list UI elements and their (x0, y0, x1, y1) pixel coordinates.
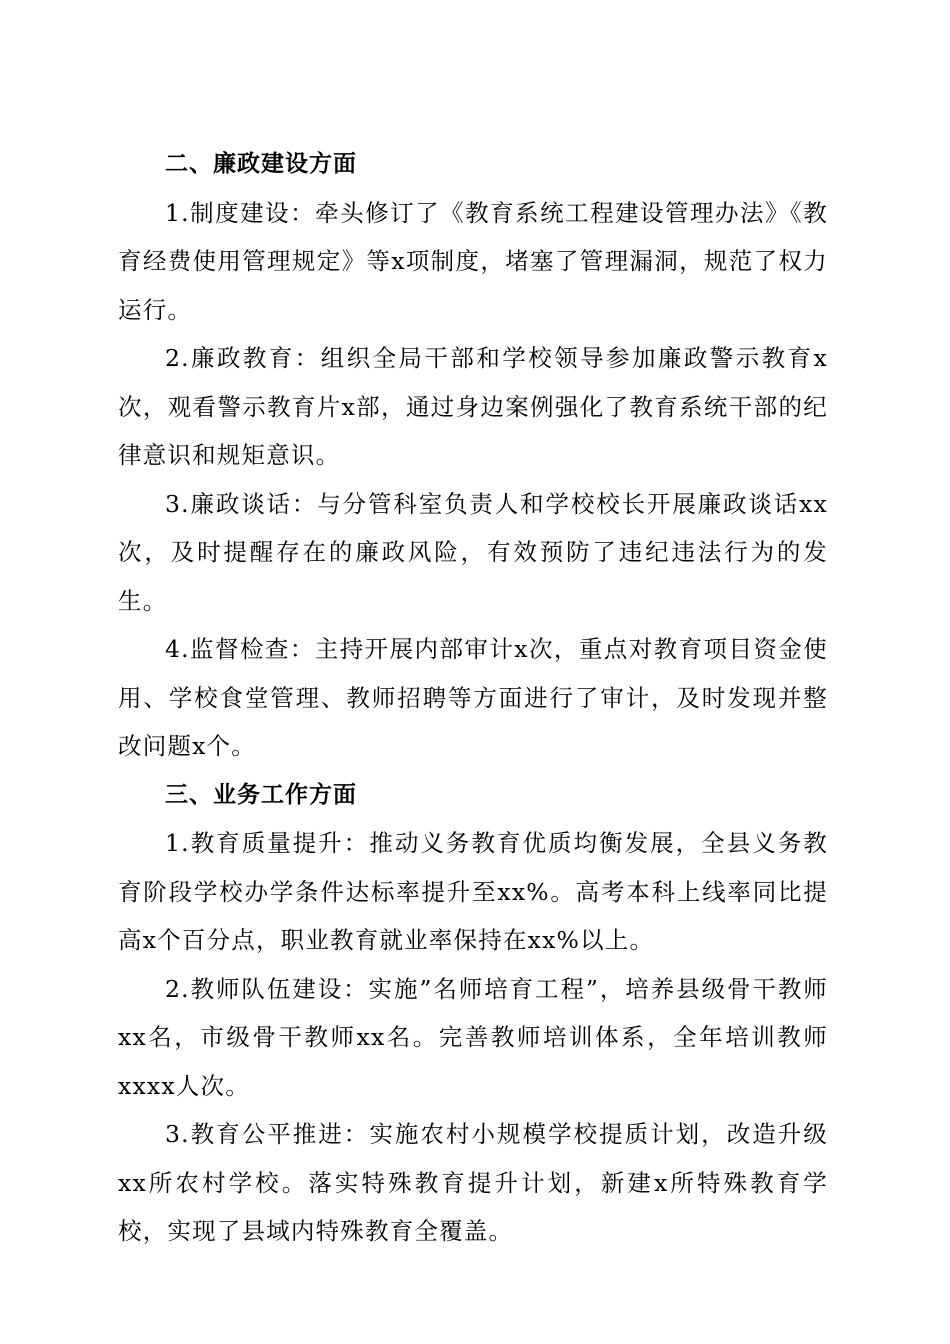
paragraph: 2.教师队伍建设：实施”名师培育工程”，培养县级骨干教师xx名，市级骨干教师xx名。完善教师培训体系，全年培训教师xxxx人次。 (118, 974, 828, 1100)
paragraph: 4.监督检查：主持开展内部审计x次，重点对教育项目资金使用、学校食堂管理、教师招聘等方面进行了审计，及时发现并整改问题x个。 (118, 635, 828, 760)
paragraph: 3.廉政谈话：与分管科室负责人和学校校长开展廉政谈话xx次，及时提醒存在的廉政风险，有效预防了违纪违法行为的发生。 (118, 489, 828, 615)
section-heading: 三、业务工作方面 (165, 781, 357, 808)
section-integrity (118, 140, 828, 771)
document-body (118, 140, 828, 1256)
section-business (118, 771, 828, 1256)
paragraph: 2.廉政教育：组织全局干部和学校领导参加廉政警示教育x次，观看警示教育片x部，通过身边案例强化了教育系统干部的纪律意识和规矩意识。 (118, 344, 828, 469)
section-heading: 二、廉政建设方面 (165, 151, 357, 177)
paragraph: 3.教育公平推进：实施农村小规模学校提质计划，改造升级xx所农村学校。落实特殊教育提升计划，新建x所特殊教育学校，实现了县域内特殊教育全覆盖。 (118, 1120, 828, 1245)
paragraph: 1.制度建设：牵头修订了《教育系统工程建设管理办法》《教育经费使用管理规定》等x项制度，堵塞了管理漏洞，规范了权力运行。 (118, 198, 828, 324)
paragraph: 1.教育质量提升：推动义务教育优质均衡发展，全县义务教育阶段学校办学条件达标率提升至xx%。高考本科上线率同比提高x个百分点，职业教育就业率保持在xx%以上。 (118, 829, 828, 954)
